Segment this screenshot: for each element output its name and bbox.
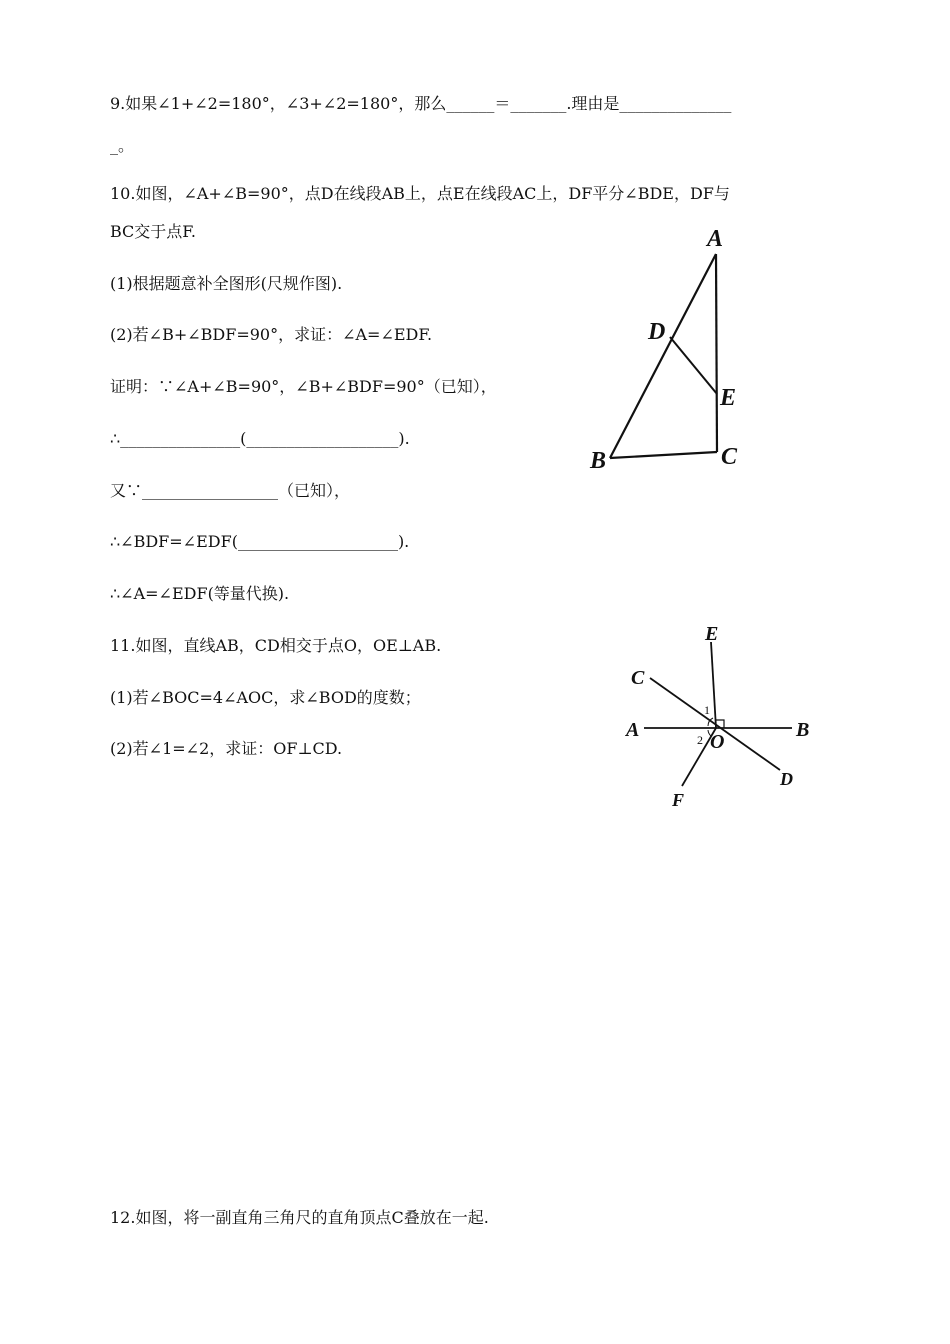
label-B: B bbox=[590, 448, 607, 474]
q10-proof-line5: ∴∠A=∠EDF(等量代换). bbox=[110, 584, 290, 603]
label-D: D bbox=[780, 769, 793, 789]
label-A: A bbox=[626, 719, 640, 741]
label-E: E bbox=[720, 385, 737, 411]
ray-OE bbox=[711, 642, 716, 728]
angle-1-label: 1 bbox=[704, 703, 710, 717]
segment-DE bbox=[670, 337, 717, 394]
q9-line1: 9.如果∠1+∠2=180°，∠3+∠2=180°，那么______＝_______.理由是______________ bbox=[110, 94, 732, 113]
q12-stem: 12.如图，将一副直角三角尺的直角顶点C叠放在一起. bbox=[110, 1208, 489, 1227]
q11-part1: (1)若∠BOC=4∠AOC，求∠BOD的度数； bbox=[110, 688, 421, 707]
q10-proof-line2: ∴_______________(___________________). bbox=[110, 429, 410, 448]
label-C: C bbox=[721, 444, 738, 470]
q11-part2: (2)若∠1=∠2，求证：OF⊥CD. bbox=[110, 739, 343, 758]
segment-AC bbox=[716, 254, 717, 452]
segment-BC bbox=[610, 452, 717, 458]
segment-AB bbox=[610, 254, 716, 458]
label-O: O bbox=[710, 731, 725, 753]
q10-proof-line1: 证明：∵∠A+∠B=90°，∠B+∠BDF=90°（已知）， bbox=[110, 377, 497, 396]
label-E: E bbox=[705, 623, 719, 645]
label-C: C bbox=[631, 667, 645, 689]
q10-stem-line1: 10.如图，∠A+∠B=90°，点D在线段AB上，点E在线段AC上，DF平分∠BDE，DF与 bbox=[110, 184, 730, 203]
label-D: D bbox=[648, 319, 666, 345]
label-F: F bbox=[672, 790, 685, 810]
label-A: A bbox=[707, 226, 724, 252]
q11-stem: 11.如图，直线AB，CD相交于点O，OE⊥AB. bbox=[110, 636, 442, 655]
q10-proof-line3: 又∵_________________（已知）， bbox=[110, 481, 351, 500]
label-B: B bbox=[796, 719, 810, 741]
q9-line2: _。 bbox=[110, 136, 135, 155]
q11-lines-figure bbox=[600, 610, 830, 820]
q10-triangle-figure bbox=[580, 220, 760, 480]
q10-part2: (2)若∠B+∠BDF=90°，求证：∠A=∠EDF. bbox=[110, 325, 433, 344]
q10-part1: (1)根据题意补全图形(尺规作图). bbox=[110, 274, 343, 293]
q10-stem-line2: BC交于点F. bbox=[110, 222, 196, 241]
angle-2-label: 2 bbox=[697, 733, 703, 747]
q10-proof-line4: ∴∠BDF=∠EDF(____________________). bbox=[110, 532, 410, 551]
